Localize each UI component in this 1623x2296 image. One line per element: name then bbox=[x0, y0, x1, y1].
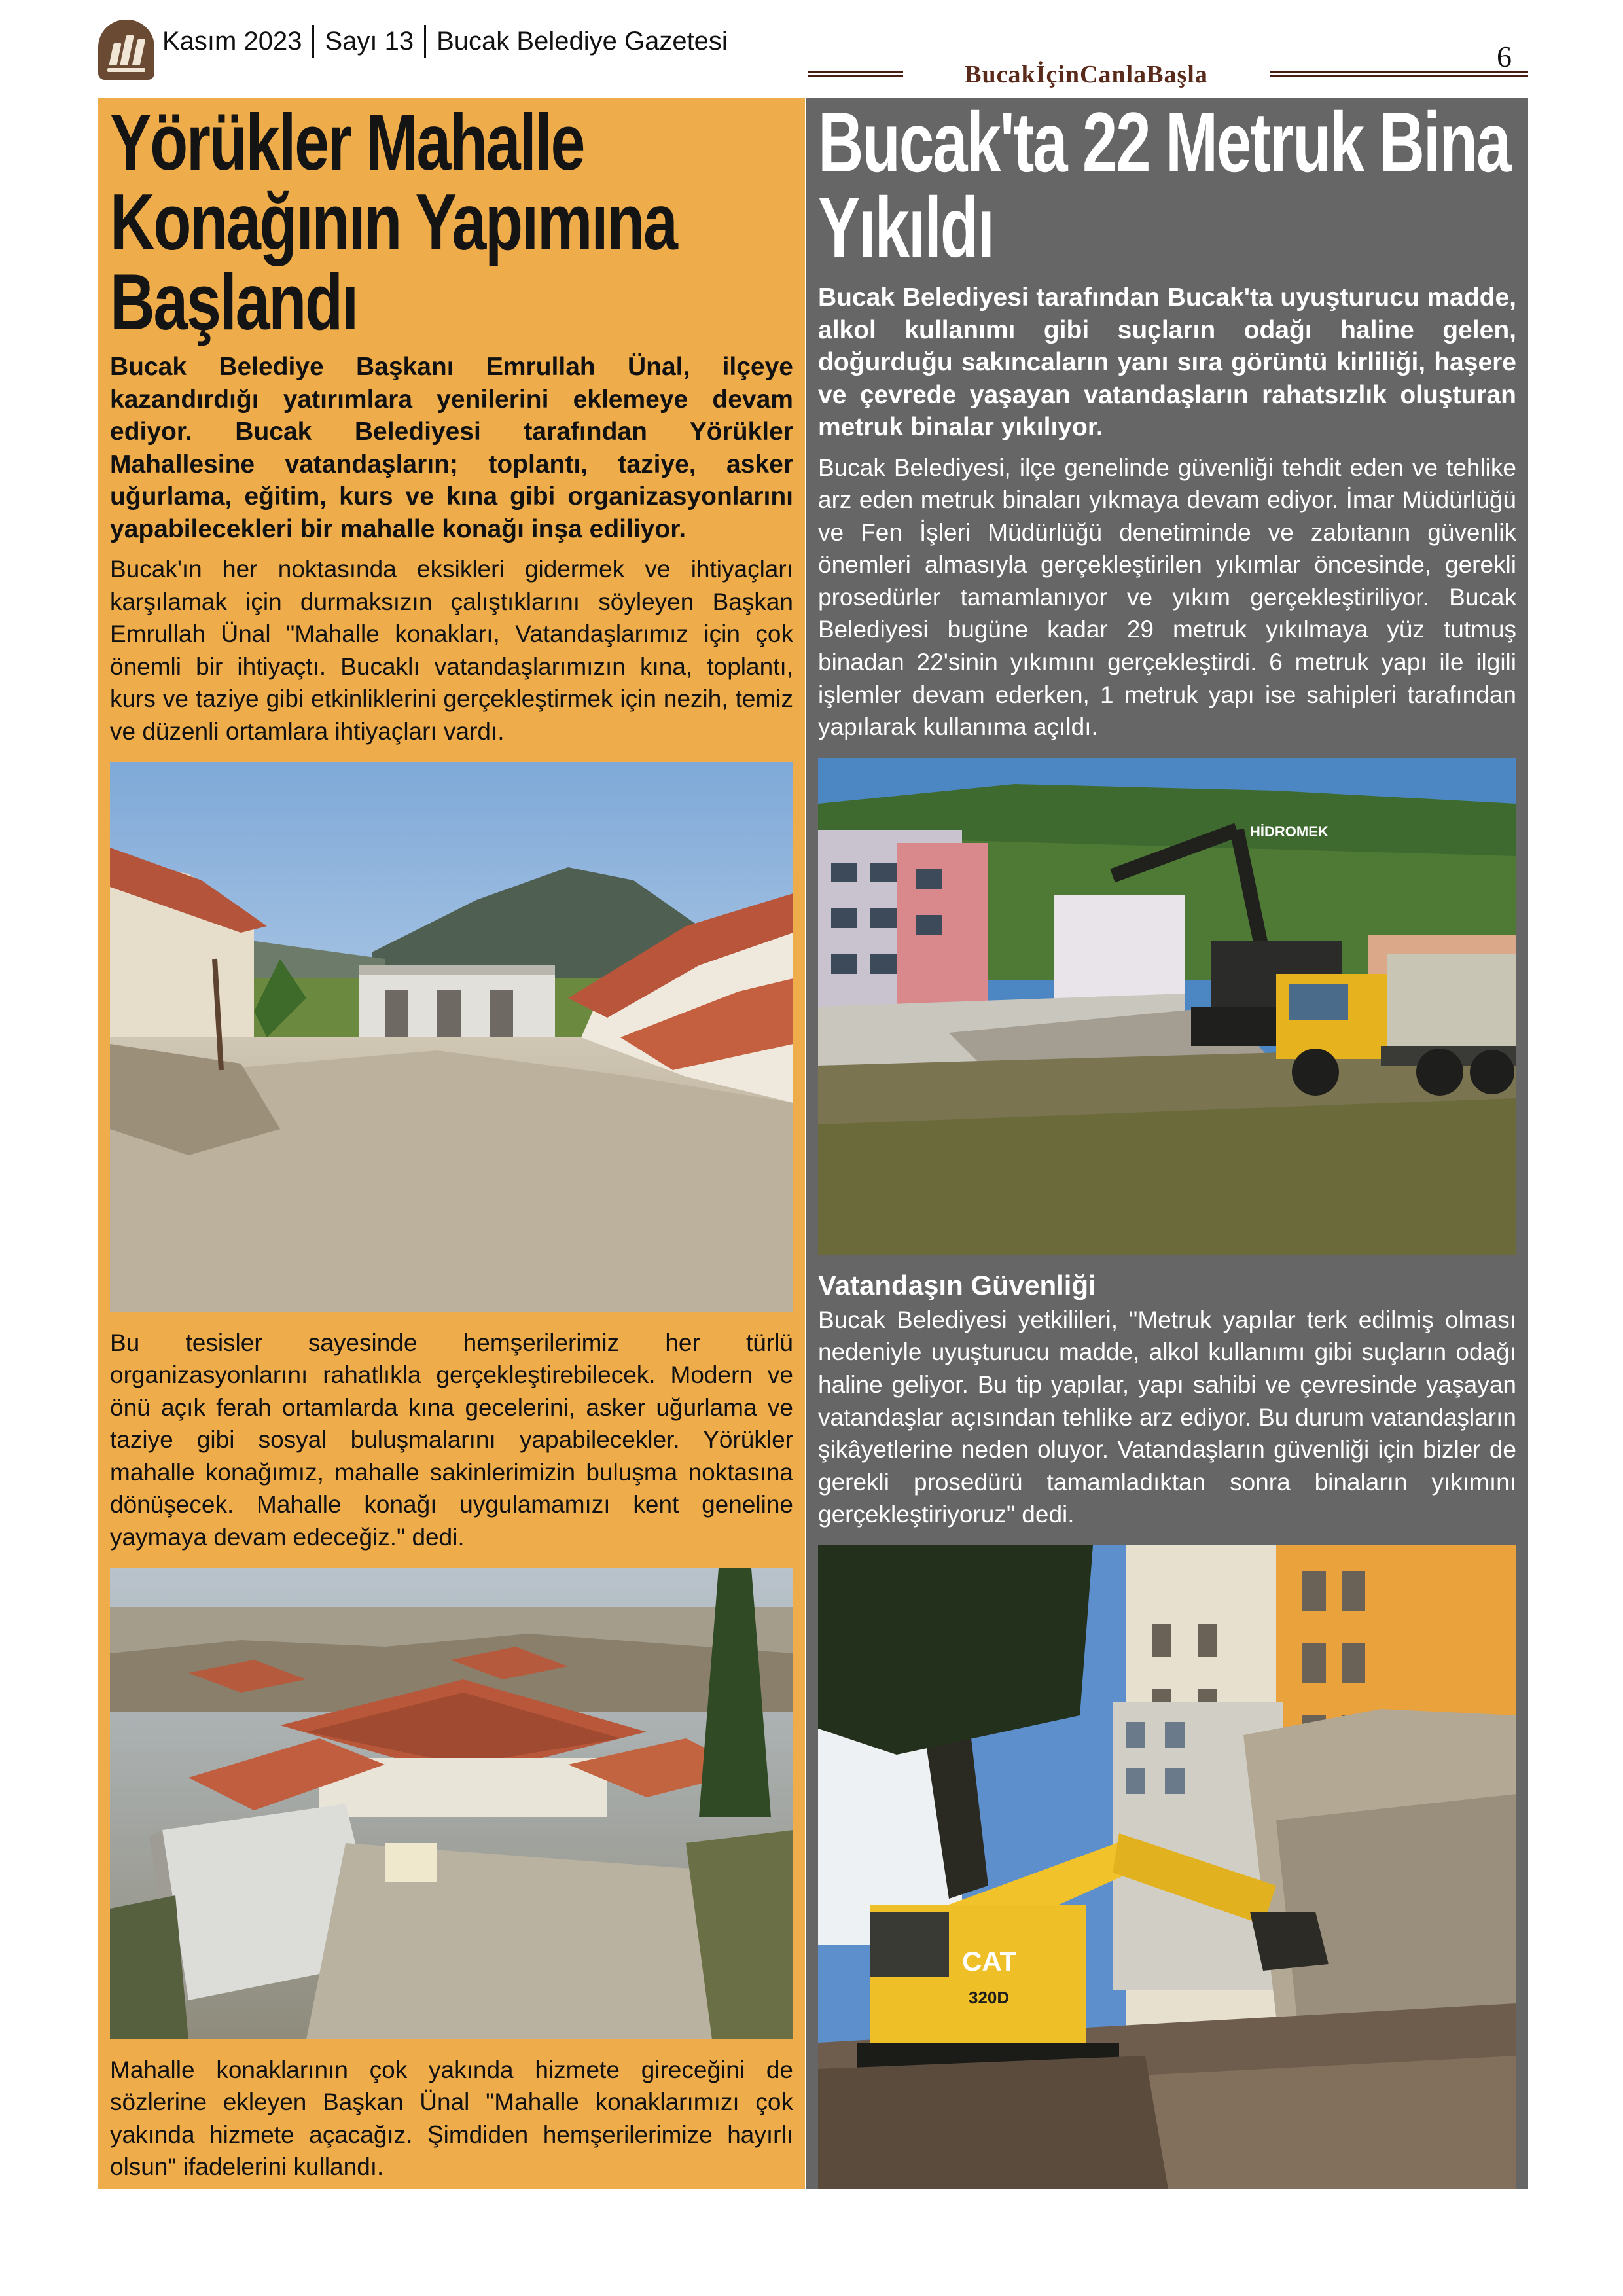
municipality-logo bbox=[98, 20, 154, 80]
page-number: 6 bbox=[1497, 40, 1512, 73]
issue-line bbox=[162, 25, 728, 58]
demolition-excavator-photo bbox=[818, 758, 1516, 1255]
article-headline: Bucak'ta 22 Metruk Bina Yıkıldı bbox=[818, 98, 1510, 275]
article-lead: Bucak Belediye Başkanı Emrullah Ünal, ilçeye kazandırdığı yatırımlara yenilerini eklemeye devam ediyor. Bucak Belediyesi tarafından Yörükler Mahallesine vatandaşların; toplantı, taziye, asker uğurlama, eğitim, kurs ve kına gibi organizasyonlarını yapabilecekleri bir mahalle konağı inşa ediliyor. bbox=[110, 353, 793, 543]
header-rule bbox=[1273, 71, 1528, 77]
konak-construction-photo bbox=[110, 762, 793, 1312]
slogan: BucakİçinCanlaBaşla bbox=[903, 60, 1270, 89]
article-paragraph: Bu tesisler sayesinde hemşerilerimiz her türlü organizasyonlarını rahatlıkla gerçekleştirebilecek. Modern ve önü açık ferah ortamlarda kına gecelerini, asker uğurlama ve taziye gibi sosyal buluşmalarını yapabilecekler. Yörükler mahalle konağımız, mahalle sakinlerimizin buluşma noktasına dönüşecek. Mahalle konağı uygulamamızı kent geneline yaymaya devam edeceğiz." dedi. bbox=[110, 1329, 793, 1551]
article-subheading: Vatandaşın Güvenliği bbox=[818, 1269, 1096, 1300]
article-headline: Yörükler Mahalle Konağının Yapımına Başlandı bbox=[110, 98, 677, 346]
article-paragraph: Bucak'ın her noktasında eksikleri gidermek ve ihtiyaçları karşılamak için durmaksızın çalıştıklarını söyleyen Başkan Emrullah Ünal "Mahalle konakları, Vatandaşlarımız için çok önemli bir ihtiyaçtı. Bucaklı vatandaşlarımızın kına, toplantı, kurs ve taziye gibi etkinliklerini gerçekleştirmek için nezih, temiz ve düzenli ortamlara ihtiyaçları vardı. bbox=[110, 556, 793, 745]
article-paragraph: Mahalle konaklarının çok yakında hizmete gireceğini de sözlerine ekleyen Başkan Ünal "Mahalle konaklarımızı çok yakında hizmete açacağız. Şimdiden hemşerilerimize hayırlı olsun" ifadelerini kullandı. bbox=[110, 2056, 793, 2181]
demolition-cat-excavator-photo bbox=[818, 1545, 1516, 2189]
divider bbox=[312, 25, 314, 58]
issue-date: Kasım 2023 bbox=[162, 26, 302, 56]
page-header bbox=[98, 20, 1525, 79]
article-paragraph: Bucak Belediyesi yetkilileri, "Metruk yapılar terk edilmiş olması nedeniyle uyuşturucu madde, alkol kullanımı gibi suçların odağı haline geliyor. Bu tip yapılar, yapı sahibi ve çevresinde yaşayan vatandaşlar açısından tehlike arz ediyor. Bu durum vatandaşların şikâyetlerine neden oluyor. Vatandaşların güvenliği için bizler de gerekli prosedürü tamamladıktan sonra binaların yıkımını gerçekleştiriyoruz" dedi. bbox=[818, 1306, 1516, 1528]
model-label: 320D bbox=[969, 1987, 1010, 2007]
article-yorukler bbox=[98, 98, 805, 2189]
konak-aerial-photo bbox=[110, 1568, 793, 2039]
hidromek-label: HİDROMEK bbox=[1250, 823, 1329, 840]
issue-number: Sayı 13 bbox=[325, 26, 414, 56]
divider bbox=[424, 25, 426, 58]
article-paragraph: Bucak Belediyesi, ilçe genelinde güvenliği tehdit eden ve tehlike arz eden metruk binaları yıkmaya devam ediyor. İmar Müdürlüğü ve Fen İşleri Müdürlüğü denetiminde ve zabıtanın güvenlik önemleri almasıyla gerçekleştirilen yıkımlar öncesinde, gerekli prosedürler tamamlanıyor ve yıkım gerçekleştiriliyor. Bucak Belediyesi bugüne kadar 29 metruk yıkılmaya yüz tutmuş binadan 22'sinin yıkımını gerçekleştirdi. 6 metruk yapı ile ilgili işlemler devam ederken, 1 metruk yapı ise sahipleri tarafından yapılarak kullanıma açıldı. bbox=[818, 454, 1516, 741]
article-metruk-bina bbox=[806, 98, 1528, 2189]
cat-logo: CAT bbox=[962, 1945, 1017, 1977]
publication-name: Bucak Belediye Gazetesi bbox=[437, 26, 728, 56]
article-lead: Bucak Belediyesi tarafından Bucak'ta uyuşturucu madde, alkol kullanımı gibi suçların odağı haline gelen, doğurduğu sakıncaların yanı sıra görüntü kirliliği, haşere ve çevrede yaşayan vatandaşların rahatsızlık oluşturan metruk binalar yıkılıyor. bbox=[818, 283, 1516, 442]
